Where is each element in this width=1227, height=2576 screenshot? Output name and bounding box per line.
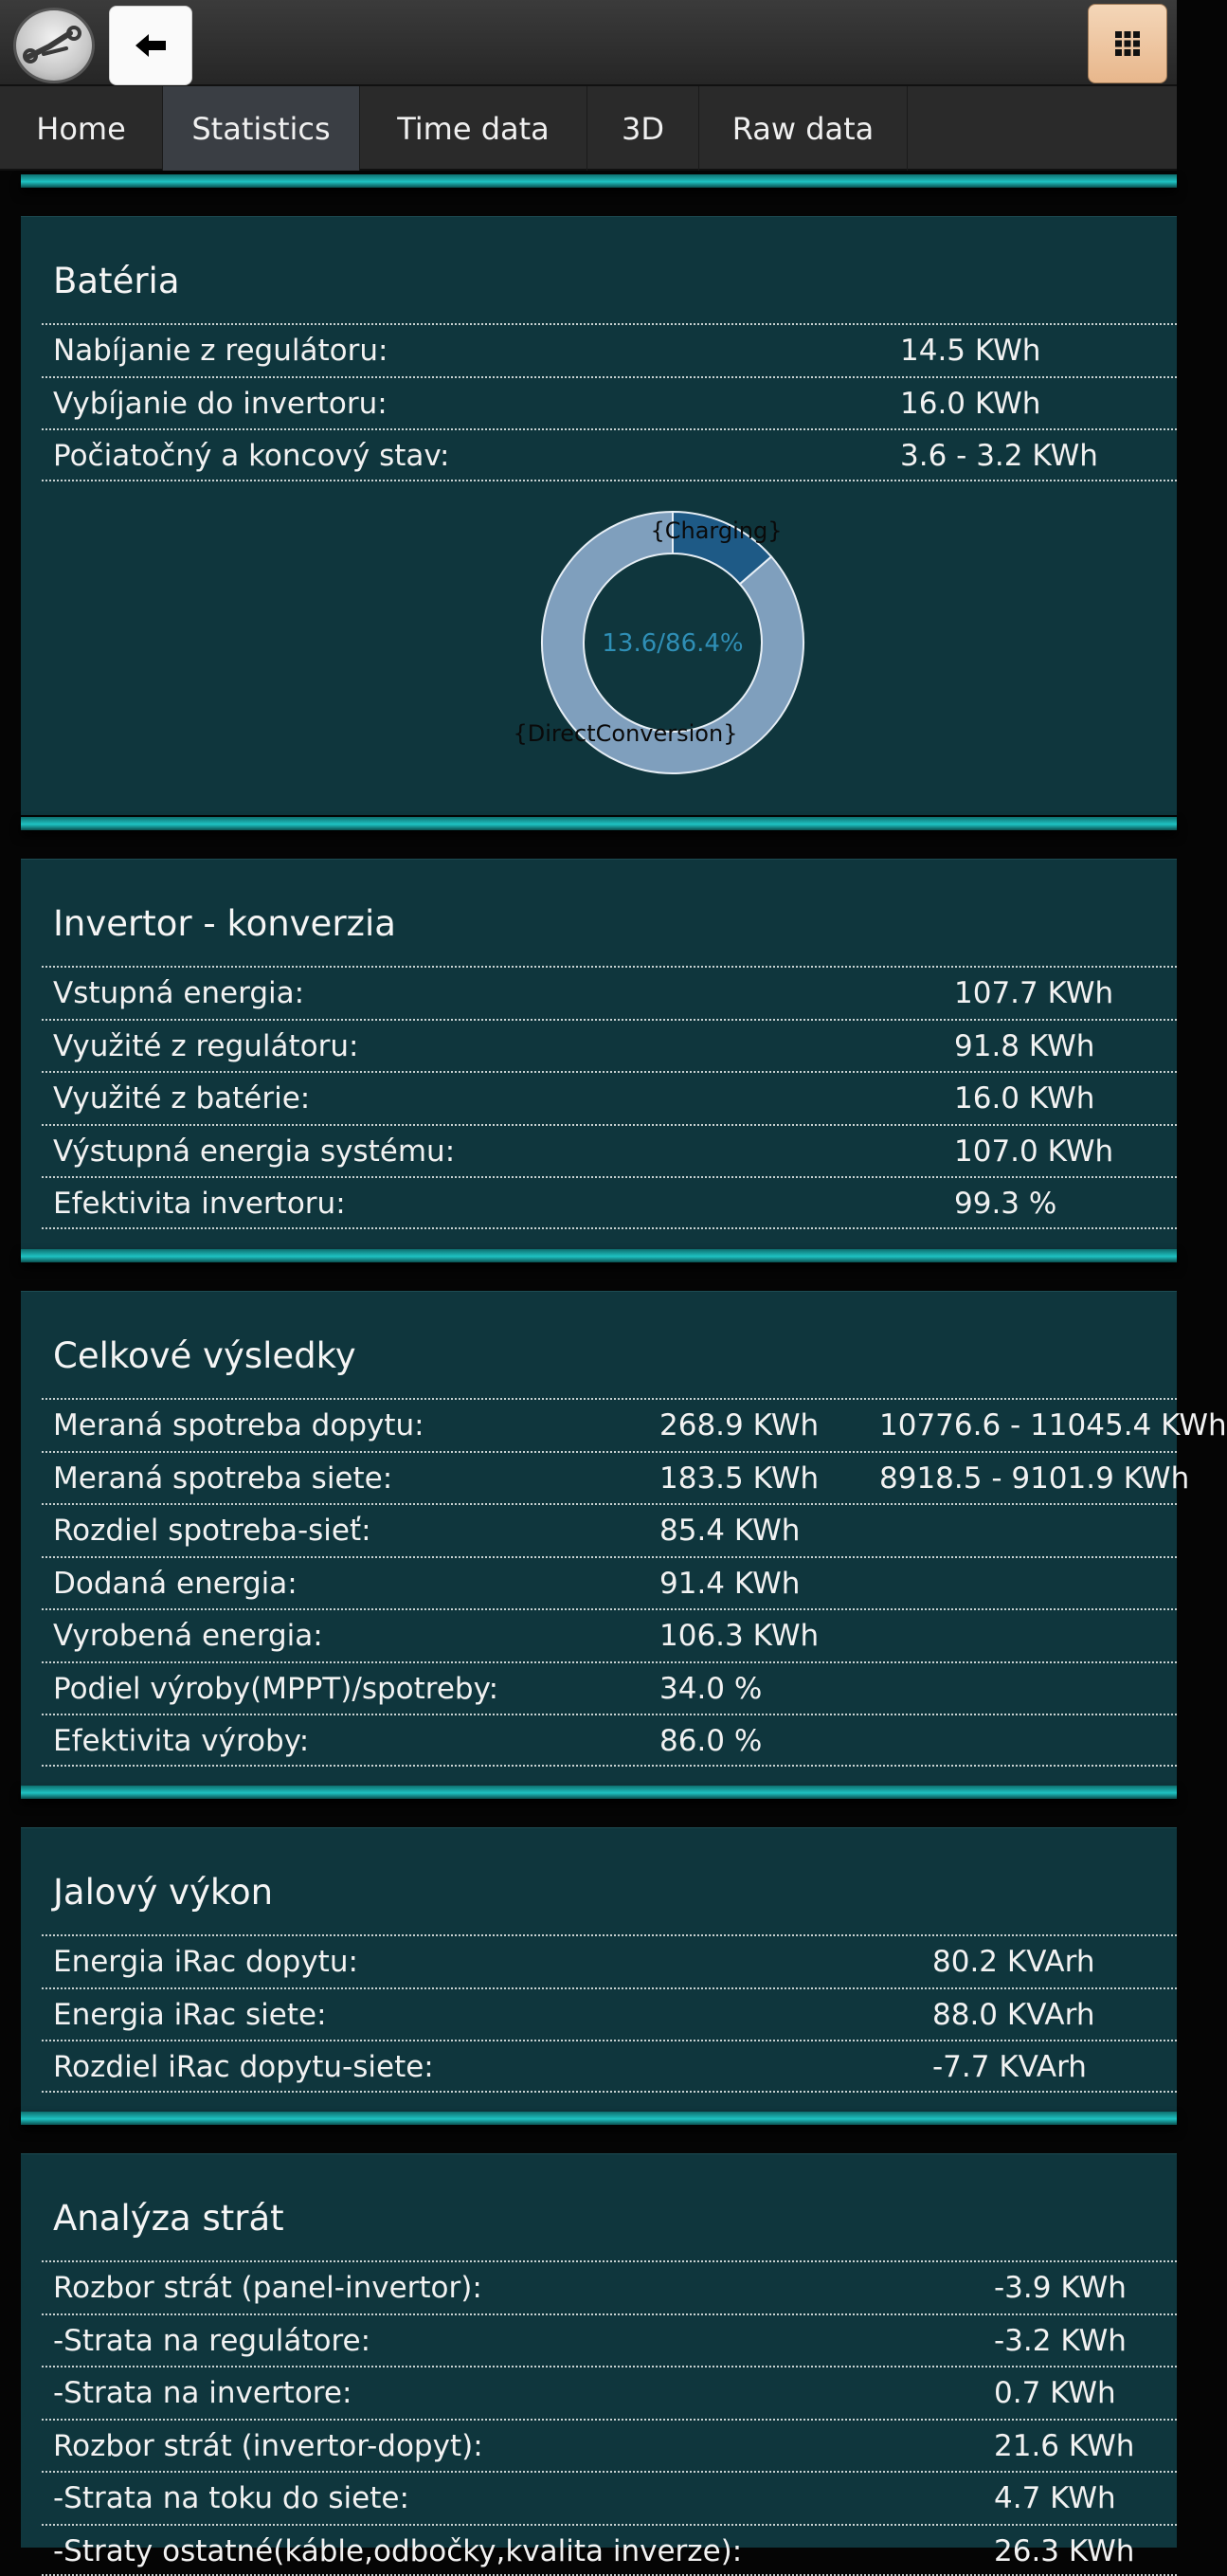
menu-button[interactable] [1088,4,1167,83]
donut-label-charging: {Charging} [650,517,782,544]
row-value: 16.0 KWh [954,1081,1094,1116]
section-title: Invertor - konverzia [53,903,396,944]
battery-donut-chart [493,500,796,785]
table-row [42,2260,1177,2313]
row-label: -Straty ostatné(káble,odbočky,kvalita inverze): [53,2534,742,2568]
section-divider [21,1249,1177,1262]
row-value: -7.7 KVArh [932,2050,1087,2084]
section-title: Analýza strát [53,2198,284,2239]
row-label: Vyrobená energia: [53,1619,323,1653]
row-label: Vybíjanie do invertoru: [53,387,388,421]
donut-label-directconversion: {DirectConversion} [514,720,738,747]
section-divider [21,174,1177,188]
table-row [42,376,1177,429]
table-row [42,1987,1177,2041]
row-value: 4.7 KWh [994,2481,1116,2515]
back-button[interactable] [109,6,192,85]
table-row [42,1019,1177,1072]
app-logo-icon[interactable] [13,8,95,83]
table-row [42,1124,1177,1177]
battery-rows [42,323,1177,481]
tab-time-data[interactable]: Time data [360,86,587,171]
table-row [42,1934,1177,1987]
row-value: 16.0 KWh [900,387,1040,421]
row-label: Meraná spotreba dopytu: [53,1408,424,1442]
row-value: 88.0 KVArh [932,1998,1094,2032]
table-row [42,2419,1177,2472]
row-label: Výstupná energia systému: [53,1134,455,1169]
row-value: 107.7 KWh [954,976,1113,1010]
overall-rows [42,1398,1177,1767]
table-row [42,1661,1177,1714]
tab-raw-data[interactable]: Raw data [699,86,908,171]
row-value: 0.7 KWh [994,2376,1116,2410]
row-value: 99.3 % [954,1187,1056,1221]
table-row [42,1176,1177,1229]
row-value: 91.4 KWh [659,1567,800,1601]
table-row [42,2524,1177,2576]
row-value: 86.0 % [659,1724,762,1758]
table-row [42,966,1177,1019]
row-label: Efektivita výroby: [53,1724,309,1758]
table-row [42,2313,1177,2367]
inverter-rows [42,966,1177,1229]
tab-statistics[interactable]: Statistics [163,86,360,171]
row-value: 106.3 KWh [659,1619,819,1653]
table-row [42,428,1177,481]
row-label: -Strata na invertore: [53,2376,352,2410]
table-row [42,2040,1177,2093]
table-row [42,1071,1177,1124]
row-label: Rozbor strát (panel-invertor): [53,2271,482,2305]
table-row [42,1398,1177,1451]
table-row [42,1503,1177,1556]
reactive-section [21,1827,1177,2113]
table-row [42,1451,1177,1504]
row-label: -Strata na toku do siete: [53,2481,409,2515]
row-label: -Strata na regulátore: [53,2324,370,2358]
row-value: 26.3 KWh [994,2534,1134,2568]
row-value: 21.6 KWh [994,2429,1134,2463]
row-label: Efektivita invertoru: [53,1187,346,1221]
table-row [42,1608,1177,1661]
app-header [0,0,1177,86]
section-title: Batéria [53,261,180,301]
row-label: Podiel výroby(MPPT)/spotreby: [53,1672,498,1706]
section-divider [21,817,1177,830]
row-value: 268.9 KWh [659,1408,819,1442]
row-range: 8918.5 - 9101.9 KWh [879,1461,1189,1496]
row-label: Rozbor strát (invertor-dopyt): [53,2429,483,2463]
section-divider [21,1786,1177,1799]
row-label: Energia iRac siete: [53,1998,327,2032]
table-row [42,323,1177,376]
row-value: 3.6 - 3.2 KWh [900,439,1098,473]
table-row [42,2366,1177,2419]
table-row [42,2471,1177,2524]
row-range: 10776.6 - 11045.4 KWh [879,1408,1227,1442]
row-label: Energia iRac dopytu: [53,1945,358,1979]
row-label: Dodaná energia: [53,1567,298,1601]
losses-rows [42,2260,1177,2576]
arrow-left-icon [134,31,168,60]
section-divider [21,2112,1177,2125]
row-value: 183.5 KWh [659,1461,819,1496]
row-label: Rozdiel spotreba-sieť: [53,1514,371,1548]
overall-section [21,1291,1177,1787]
row-label: Počiatočný a koncový stav: [53,439,450,473]
row-label: Využité z regulátoru: [53,1029,359,1063]
grid-icon [1113,29,1142,58]
row-value: 14.5 KWh [900,334,1040,368]
row-value: 34.0 % [659,1672,762,1706]
section-title: Celkové výsledky [53,1335,356,1376]
row-value: 107.0 KWh [954,1134,1113,1169]
donut-center-label: 13.6/86.4% [602,629,743,658]
table-row [42,1556,1177,1609]
losses-section [21,2153,1177,2548]
row-value: 91.8 KWh [954,1029,1094,1063]
table-row [42,1714,1177,1767]
row-label: Vstupná energia: [53,976,304,1010]
tab-bar [0,86,1177,171]
row-label: Nabíjanie z regulátoru: [53,334,388,368]
reactive-rows [42,1934,1177,2093]
row-value: 80.2 KVArh [932,1945,1094,1979]
row-label: Meraná spotreba siete: [53,1461,392,1496]
row-value: -3.9 KWh [994,2271,1127,2305]
tab-home[interactable]: Home [0,86,163,171]
donut-chart-svg [493,500,796,785]
tab-3d[interactable]: 3D [587,86,699,171]
inverter-section [21,859,1177,1251]
section-title: Jalový výkon [53,1872,273,1913]
row-label: Rozdiel iRac dopytu-siete: [53,2050,434,2084]
row-value: 85.4 KWh [659,1514,800,1548]
row-value: -3.2 KWh [994,2324,1127,2358]
row-label: Využité z batérie: [53,1081,310,1116]
